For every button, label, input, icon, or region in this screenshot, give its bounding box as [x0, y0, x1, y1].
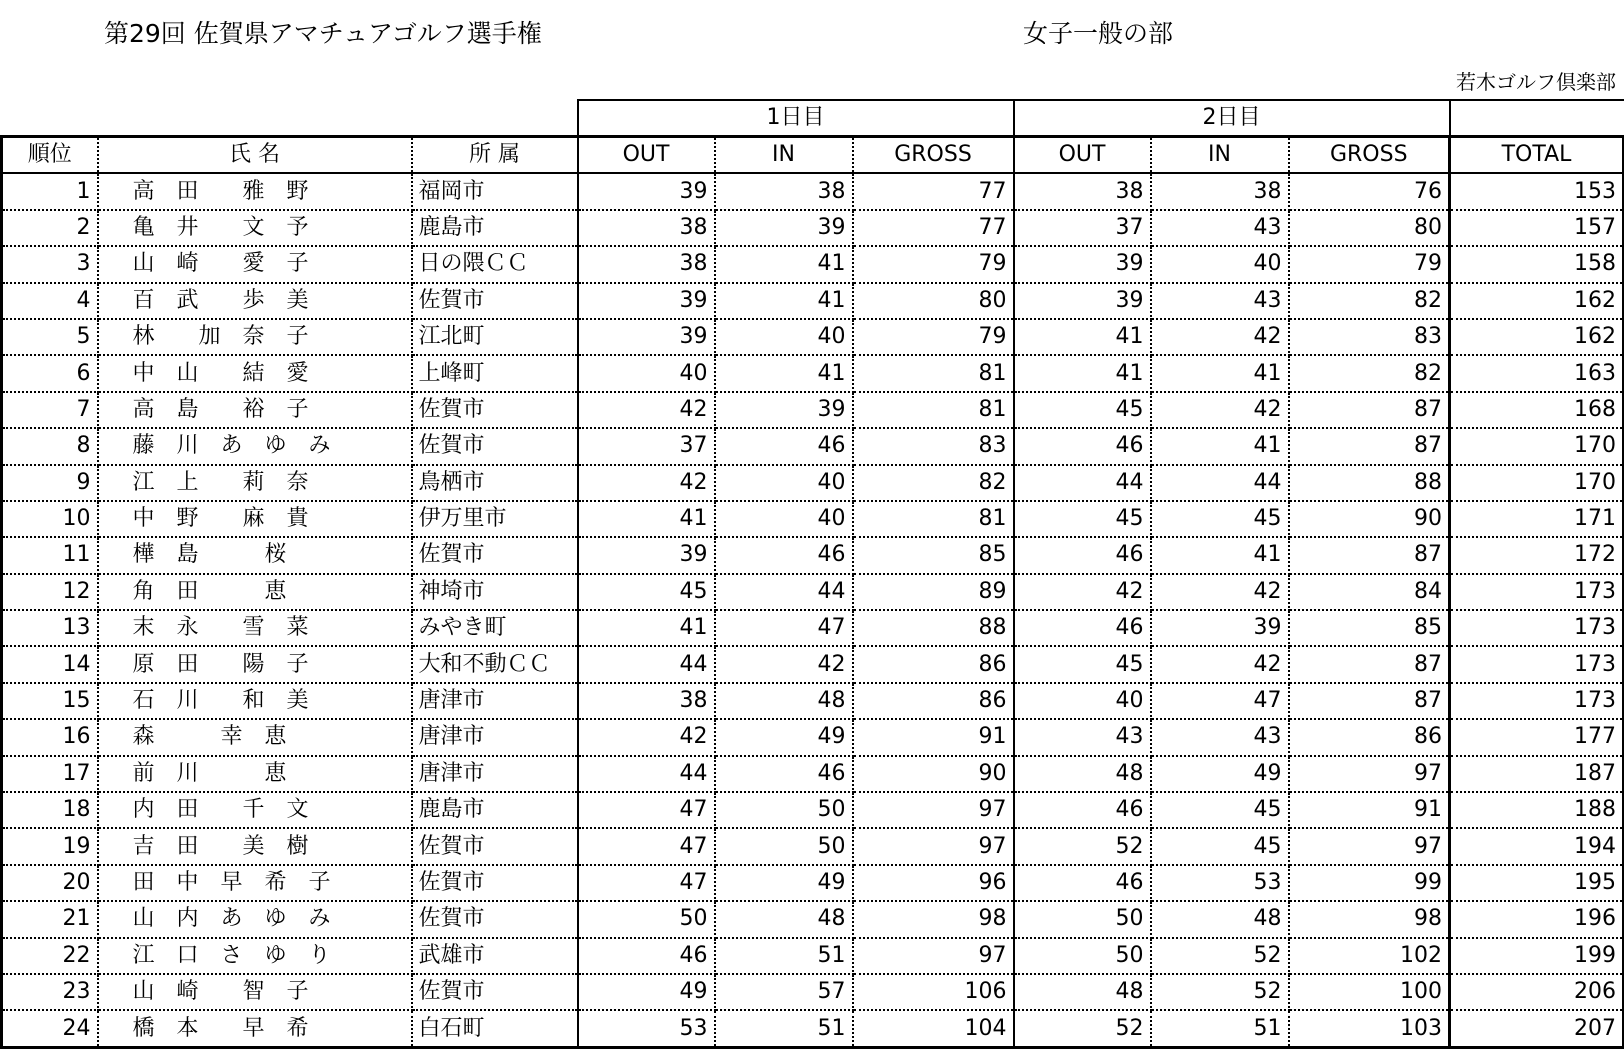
day2-out-cell: 48: [1014, 974, 1151, 1010]
total-cell: 170: [1450, 428, 1624, 464]
total-cell: 195: [1450, 865, 1624, 901]
rank-cell: 3: [2, 246, 98, 282]
day2-out-cell: 46: [1014, 537, 1151, 573]
affiliation-cell: 神埼市: [412, 574, 578, 610]
day2-in-cell: 40: [1151, 246, 1289, 282]
day1-in-cell: 46: [715, 756, 853, 792]
table-row: [2, 974, 1624, 1010]
rank-cell: 2: [2, 210, 98, 246]
day1-gross-cell: 81: [853, 355, 1014, 391]
day2-out-cell: 37: [1014, 210, 1151, 246]
player-name-cell: 吉 田 美 樹: [98, 828, 412, 864]
player-name-cell: 前 川 恵: [98, 756, 412, 792]
total-cell: 188: [1450, 792, 1624, 828]
day1-out-cell: 37: [578, 428, 715, 464]
day1-in-cell: 47: [715, 610, 853, 646]
affiliation-cell: 上峰町: [412, 355, 578, 391]
rank-cell: 14: [2, 646, 98, 682]
table-row: [2, 719, 1624, 755]
day1-in-cell: 40: [715, 501, 853, 537]
player-name-cell: 石 川 和 美: [98, 683, 412, 719]
day1-gross-cell: 86: [853, 683, 1014, 719]
day1-in-cell: 57: [715, 974, 853, 1010]
day1-gross-cell: 89: [853, 574, 1014, 610]
rank-cell: 18: [2, 792, 98, 828]
table-row: [2, 683, 1624, 719]
day1-gross-cell: 80: [853, 283, 1014, 319]
affiliation-cell: 唐津市: [412, 683, 578, 719]
table-row: [2, 574, 1624, 610]
total-cell: 173: [1450, 574, 1624, 610]
day1-in-cell: 41: [715, 355, 853, 391]
rank-cell: 24: [2, 1010, 98, 1047]
day2-in-header: IN: [1151, 137, 1289, 174]
rank-cell: 10: [2, 501, 98, 537]
table-row: [2, 865, 1624, 901]
day1-out-cell: 38: [578, 210, 715, 246]
day2-out-cell: 45: [1014, 501, 1151, 537]
day2-out-cell: 46: [1014, 610, 1151, 646]
day2-gross-cell: 85: [1289, 610, 1450, 646]
day1-gross-cell: 98: [853, 901, 1014, 937]
day2-in-cell: 47: [1151, 683, 1289, 719]
player-name-cell: 藤 川 あ ゆ み: [98, 428, 412, 464]
rank-cell: 22: [2, 938, 98, 974]
rank-cell: 17: [2, 756, 98, 792]
rank-cell: 20: [2, 865, 98, 901]
total-cell: 199: [1450, 938, 1624, 974]
day2-in-cell: 42: [1151, 646, 1289, 682]
day2-in-cell: 49: [1151, 756, 1289, 792]
day1-out-cell: 39: [578, 283, 715, 319]
day2-in-cell: 41: [1151, 355, 1289, 391]
total-cell: 158: [1450, 246, 1624, 282]
player-name-cell: 末 永 雪 菜: [98, 610, 412, 646]
day1-in-cell: 44: [715, 574, 853, 610]
day2-gross-cell: 102: [1289, 938, 1450, 974]
rank-header: 順位: [2, 137, 98, 174]
day1-out-cell: 38: [578, 246, 715, 282]
day1-in-cell: 40: [715, 319, 853, 355]
header-row-days: [2, 100, 1624, 137]
total-cell: 171: [1450, 501, 1624, 537]
total-cell: 177: [1450, 719, 1624, 755]
day1-out-cell: 49: [578, 974, 715, 1010]
day1-out-cell: 47: [578, 792, 715, 828]
day1-in-cell: 38: [715, 173, 853, 209]
total-cell: 194: [1450, 828, 1624, 864]
rank-cell: 4: [2, 283, 98, 319]
table-row: [2, 392, 1624, 428]
affiliation-cell: 唐津市: [412, 719, 578, 755]
day1-in-cell: 40: [715, 465, 853, 501]
day2-gross-cell: 80: [1289, 210, 1450, 246]
day1-gross-cell: 88: [853, 610, 1014, 646]
day2-out-cell: 52: [1014, 828, 1151, 864]
rank-cell: 9: [2, 465, 98, 501]
day2-in-cell: 43: [1151, 719, 1289, 755]
day2-gross-cell: 79: [1289, 246, 1450, 282]
day1-gross-header: GROSS: [853, 137, 1014, 174]
table-row: [2, 828, 1624, 864]
day1-gross-cell: 81: [853, 501, 1014, 537]
day2-out-cell: 44: [1014, 465, 1151, 501]
results-table: [0, 99, 1624, 1049]
total-cell: 206: [1450, 974, 1624, 1010]
day1-gross-cell: 81: [853, 392, 1014, 428]
day1-gross-cell: 97: [853, 828, 1014, 864]
player-name-cell: 高 島 裕 子: [98, 392, 412, 428]
affiliation-cell: 日の隈ＣＣ: [412, 246, 578, 282]
day1-out-header: OUT: [578, 137, 715, 174]
document-title: 第29回 佐賀県アマチュアゴルフ選手権: [104, 19, 542, 48]
day1-gross-cell: 82: [853, 465, 1014, 501]
player-name-cell: 中 野 麻 貴: [98, 501, 412, 537]
day1-gross-cell: 79: [853, 319, 1014, 355]
day1-out-cell: 40: [578, 355, 715, 391]
table-row: [2, 355, 1624, 391]
day2-gross-header: GROSS: [1289, 137, 1450, 174]
table-row: [2, 465, 1624, 501]
day2-gross-cell: 103: [1289, 1010, 1450, 1047]
affiliation-cell: 佐賀市: [412, 537, 578, 573]
player-name-cell: 高 田 雅 野: [98, 173, 412, 209]
day1-out-cell: 44: [578, 646, 715, 682]
total-cell: 173: [1450, 646, 1624, 682]
day1-out-cell: 39: [578, 173, 715, 209]
player-name-cell: 江 口 さ ゆ り: [98, 938, 412, 974]
day1-in-header: IN: [715, 137, 853, 174]
day2-out-cell: 41: [1014, 319, 1151, 355]
day2-out-header: OUT: [1014, 137, 1151, 174]
day2-gross-cell: 100: [1289, 974, 1450, 1010]
day1-out-cell: 41: [578, 501, 715, 537]
table-row: [2, 756, 1624, 792]
total-cell: 153: [1450, 173, 1624, 209]
day1-gross-cell: 91: [853, 719, 1014, 755]
day1-in-cell: 41: [715, 246, 853, 282]
day2-out-cell: 45: [1014, 392, 1151, 428]
rank-cell: 5: [2, 319, 98, 355]
table-row: [2, 210, 1624, 246]
day2-in-cell: 42: [1151, 319, 1289, 355]
total-cell: 162: [1450, 319, 1624, 355]
player-name-cell: 林 加 奈 子: [98, 319, 412, 355]
affiliation-cell: 鹿島市: [412, 210, 578, 246]
affiliation-cell: 鹿島市: [412, 792, 578, 828]
player-name-cell: 山 崎 智 子: [98, 974, 412, 1010]
day1-gross-cell: 97: [853, 938, 1014, 974]
day2-gross-cell: 87: [1289, 392, 1450, 428]
affiliation-cell: 伊万里市: [412, 501, 578, 537]
total-cell: 163: [1450, 355, 1624, 391]
player-name-cell: 原 田 陽 子: [98, 646, 412, 682]
day1-gross-cell: 77: [853, 210, 1014, 246]
day1-gross-cell: 79: [853, 246, 1014, 282]
day1-gross-cell: 86: [853, 646, 1014, 682]
day2-gross-cell: 83: [1289, 319, 1450, 355]
day2-out-cell: 45: [1014, 646, 1151, 682]
affiliation-cell: 武雄市: [412, 938, 578, 974]
day1-out-cell: 50: [578, 901, 715, 937]
day2-in-cell: 53: [1151, 865, 1289, 901]
day2-gross-cell: 76: [1289, 173, 1450, 209]
day1-gross-cell: 96: [853, 865, 1014, 901]
rank-cell: 6: [2, 355, 98, 391]
day2-gross-cell: 82: [1289, 355, 1450, 391]
day2-gross-cell: 87: [1289, 537, 1450, 573]
affiliation-cell: 佐賀市: [412, 283, 578, 319]
total-cell: 173: [1450, 683, 1624, 719]
day1-gross-cell: 83: [853, 428, 1014, 464]
affiliation-cell: 白石町: [412, 1010, 578, 1047]
table-row: [2, 428, 1624, 464]
day1-in-cell: 42: [715, 646, 853, 682]
day1-in-cell: 50: [715, 792, 853, 828]
affiliation-cell: 佐賀市: [412, 428, 578, 464]
day2-gross-cell: 87: [1289, 646, 1450, 682]
table-row: [2, 792, 1624, 828]
day2-out-cell: 50: [1014, 901, 1151, 937]
day1-in-cell: 39: [715, 210, 853, 246]
day2-in-cell: 41: [1151, 428, 1289, 464]
total-cell: 207: [1450, 1010, 1624, 1047]
day1-gross-cell: 77: [853, 173, 1014, 209]
day1-out-cell: 44: [578, 756, 715, 792]
day1-out-cell: 38: [578, 683, 715, 719]
day2-out-cell: 41: [1014, 355, 1151, 391]
total-cell: 196: [1450, 901, 1624, 937]
player-name-cell: 内 田 千 文: [98, 792, 412, 828]
player-name-cell: 樺 島 桜: [98, 537, 412, 573]
day2-in-cell: 45: [1151, 828, 1289, 864]
day2-gross-cell: 86: [1289, 719, 1450, 755]
table-row: [2, 319, 1624, 355]
day1-gross-cell: 104: [853, 1010, 1014, 1047]
affiliation-cell: 福岡市: [412, 173, 578, 209]
day1-out-cell: 39: [578, 537, 715, 573]
player-name-cell: 百 武 歩 美: [98, 283, 412, 319]
total-cell: 168: [1450, 392, 1624, 428]
day2-gross-cell: 97: [1289, 756, 1450, 792]
day1-in-cell: 46: [715, 428, 853, 464]
day1-out-cell: 41: [578, 610, 715, 646]
affiliation-cell: 江北町: [412, 319, 578, 355]
rank-cell: 7: [2, 392, 98, 428]
table-row: [2, 610, 1624, 646]
player-name-cell: 江 上 莉 奈: [98, 465, 412, 501]
day2-in-cell: 43: [1151, 283, 1289, 319]
day2-in-cell: 48: [1151, 901, 1289, 937]
day2-in-cell: 42: [1151, 574, 1289, 610]
day2-in-cell: 45: [1151, 792, 1289, 828]
day1-out-cell: 47: [578, 828, 715, 864]
day2-out-cell: 40: [1014, 683, 1151, 719]
player-name-cell: 森 幸 恵: [98, 719, 412, 755]
day2-out-cell: 42: [1014, 574, 1151, 610]
division-title: 女子一般の部: [1023, 19, 1174, 48]
player-name-cell: 中 山 結 愛: [98, 355, 412, 391]
rank-cell: 1: [2, 173, 98, 209]
day2-out-cell: 48: [1014, 756, 1151, 792]
total-cell: 162: [1450, 283, 1624, 319]
player-name-cell: 亀 井 文 予: [98, 210, 412, 246]
day2-gross-cell: 84: [1289, 574, 1450, 610]
player-name-cell: 山 内 あ ゆ み: [98, 901, 412, 937]
day1-out-cell: 45: [578, 574, 715, 610]
day1-in-cell: 39: [715, 392, 853, 428]
day2-in-cell: 41: [1151, 537, 1289, 573]
affiliation-cell: 佐賀市: [412, 392, 578, 428]
day1-gross-cell: 97: [853, 792, 1014, 828]
day2-in-cell: 51: [1151, 1010, 1289, 1047]
affiliation-cell: 佐賀市: [412, 974, 578, 1010]
day1-in-cell: 50: [715, 828, 853, 864]
total-cell: 172: [1450, 537, 1624, 573]
day2-in-cell: 52: [1151, 938, 1289, 974]
table-row: [2, 246, 1624, 282]
affiliation-cell: 佐賀市: [412, 901, 578, 937]
day1-out-cell: 42: [578, 465, 715, 501]
venue-name: 若木ゴルフ倶楽部: [1456, 70, 1616, 94]
name-header: 氏 名: [98, 137, 412, 174]
player-name-cell: 橋 本 早 希: [98, 1010, 412, 1047]
day2-out-cell: 46: [1014, 865, 1151, 901]
total-cell: 170: [1450, 465, 1624, 501]
day1-out-cell: 47: [578, 865, 715, 901]
rank-cell: 16: [2, 719, 98, 755]
affiliation-cell: 唐津市: [412, 756, 578, 792]
total-cell: 173: [1450, 610, 1624, 646]
day2-gross-cell: 98: [1289, 901, 1450, 937]
affiliation-cell: 鳥栖市: [412, 465, 578, 501]
day2-out-cell: 39: [1014, 246, 1151, 282]
day2-gross-cell: 87: [1289, 428, 1450, 464]
table-row: [2, 537, 1624, 573]
rank-cell: 15: [2, 683, 98, 719]
day1-in-cell: 49: [715, 865, 853, 901]
day1-in-cell: 51: [715, 938, 853, 974]
table-row: [2, 646, 1624, 682]
table-row: [2, 283, 1624, 319]
day1-in-cell: 46: [715, 537, 853, 573]
day1-in-cell: 49: [715, 719, 853, 755]
rank-cell: 21: [2, 901, 98, 937]
day1-header: 1日目: [578, 100, 1014, 137]
rank-cell: 19: [2, 828, 98, 864]
day1-out-cell: 53: [578, 1010, 715, 1047]
table-row: [2, 1010, 1624, 1047]
day2-in-cell: 39: [1151, 610, 1289, 646]
day2-gross-cell: 97: [1289, 828, 1450, 864]
rank-cell: 13: [2, 610, 98, 646]
affiliation-cell: みやき町: [412, 610, 578, 646]
table-row: [2, 938, 1624, 974]
day2-out-cell: 50: [1014, 938, 1151, 974]
day1-in-cell: 48: [715, 901, 853, 937]
player-name-cell: 角 田 恵: [98, 574, 412, 610]
day2-gross-cell: 90: [1289, 501, 1450, 537]
day2-gross-cell: 87: [1289, 683, 1450, 719]
day2-out-cell: 39: [1014, 283, 1151, 319]
day2-out-cell: 46: [1014, 428, 1151, 464]
day2-out-cell: 52: [1014, 1010, 1151, 1047]
total-cell: 157: [1450, 210, 1624, 246]
affiliation-cell: 佐賀市: [412, 865, 578, 901]
day1-out-cell: 42: [578, 719, 715, 755]
rank-cell: 11: [2, 537, 98, 573]
player-name-cell: 田 中 早 希 子: [98, 865, 412, 901]
total-cell: 187: [1450, 756, 1624, 792]
rank-cell: 12: [2, 574, 98, 610]
day2-gross-cell: 82: [1289, 283, 1450, 319]
header-row-columns: [2, 137, 1624, 174]
day1-in-cell: 48: [715, 683, 853, 719]
day2-in-cell: 42: [1151, 392, 1289, 428]
day1-in-cell: 51: [715, 1010, 853, 1047]
day1-out-cell: 39: [578, 319, 715, 355]
day2-out-cell: 46: [1014, 792, 1151, 828]
rank-cell: 23: [2, 974, 98, 1010]
day1-gross-cell: 106: [853, 974, 1014, 1010]
table-row: [2, 901, 1624, 937]
affiliation-cell: 大和不動ＣＣ: [412, 646, 578, 682]
total-header: TOTAL: [1450, 137, 1624, 174]
day2-in-cell: 52: [1151, 974, 1289, 1010]
day2-out-cell: 43: [1014, 719, 1151, 755]
day2-in-cell: 45: [1151, 501, 1289, 537]
affiliation-header: 所 属: [412, 137, 578, 174]
table-row: [2, 173, 1624, 209]
player-name-cell: 山 崎 愛 子: [98, 246, 412, 282]
day1-gross-cell: 90: [853, 756, 1014, 792]
day2-in-cell: 43: [1151, 210, 1289, 246]
table-row: [2, 501, 1624, 537]
day2-header: 2日目: [1014, 100, 1450, 137]
rank-cell: 8: [2, 428, 98, 464]
day2-gross-cell: 88: [1289, 465, 1450, 501]
day2-gross-cell: 99: [1289, 865, 1450, 901]
day1-gross-cell: 85: [853, 537, 1014, 573]
day1-in-cell: 41: [715, 283, 853, 319]
day2-in-cell: 38: [1151, 173, 1289, 209]
day1-out-cell: 42: [578, 392, 715, 428]
day2-in-cell: 44: [1151, 465, 1289, 501]
affiliation-cell: 佐賀市: [412, 828, 578, 864]
day1-out-cell: 46: [578, 938, 715, 974]
day2-gross-cell: 91: [1289, 792, 1450, 828]
day2-out-cell: 38: [1014, 173, 1151, 209]
